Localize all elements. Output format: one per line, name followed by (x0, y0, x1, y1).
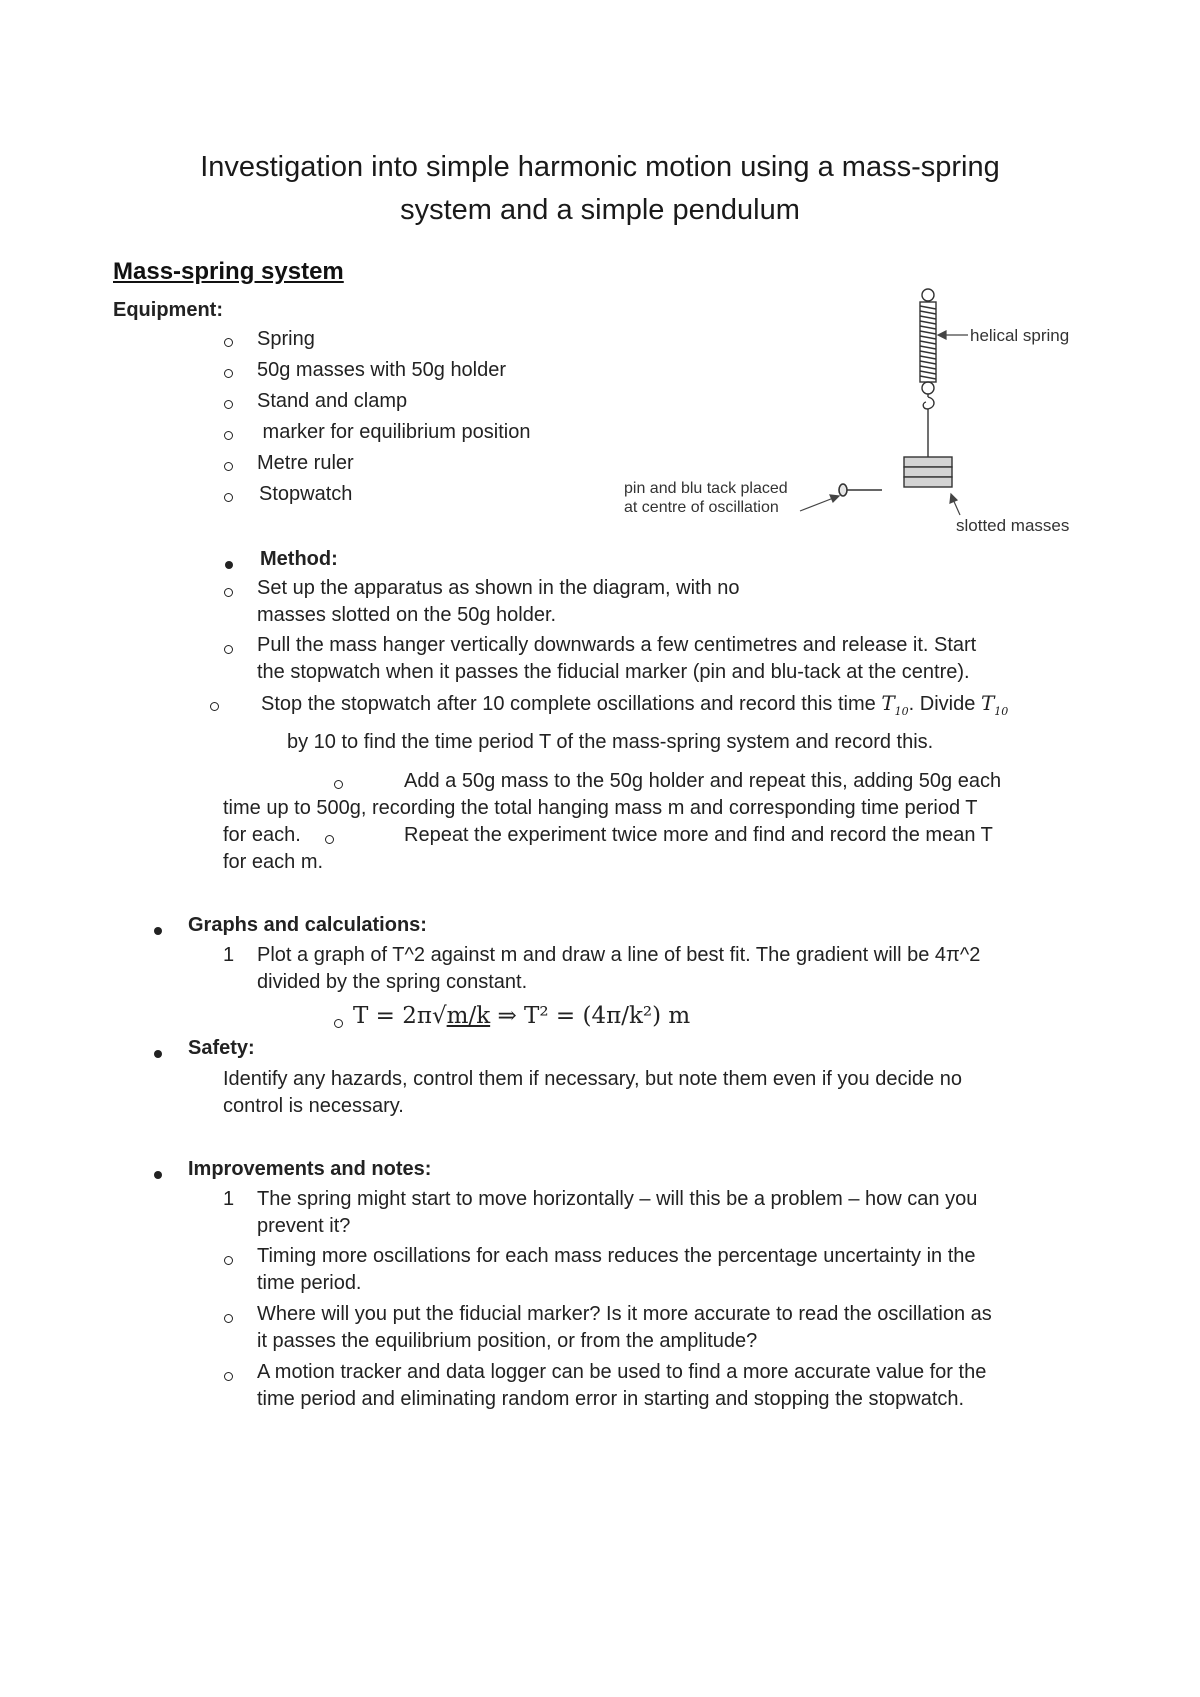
equipment-item-2: 50g masses with 50g holder (257, 359, 507, 381)
method-step-4-line-2: time up to 500g, recording the total hanging mass m and corresponding time period T (223, 797, 978, 819)
slotted-masses-label: slotted masses (956, 516, 1070, 535)
method-step-5-line-2: for each m. (223, 851, 324, 873)
graphs-line-2: divided by the spring constant. (257, 971, 528, 993)
method-step-4-line-1: Add a 50g mass to the 50g holder and repeat this, adding 50g each (404, 770, 1002, 792)
fiducial-pin-drawing (839, 484, 882, 496)
improvement-2 (257, 1243, 976, 1297)
equipment-bullet-5 (224, 458, 233, 476)
title-line-1: Investigation into simple harmonic motion using a mass-spring (200, 151, 1000, 183)
method-step-2-line-2: the stopwatch when it passes the fiducial marker (pin and blu-tack at the centre). (257, 661, 970, 683)
improvement-4 (257, 1359, 986, 1413)
improvement-3-bullet (224, 1310, 233, 1328)
equipment-bullet-1 (224, 334, 233, 352)
method-step-3-bullet (210, 698, 219, 716)
method-step-3-line-2: by 10 to find the time period T of the mass-spring system and record this. (287, 731, 934, 753)
improvements-label: Improvements and notes: (188, 1158, 432, 1180)
equation-part-3: ⇒ T² = (4π/k²) m (490, 1003, 691, 1029)
improvement-2-line-1: Timing more oscillations for each mass reduces the percentage uncertainty in the (257, 1245, 976, 1267)
improvement-1-line-1: The spring might start to move horizontally – will this be a problem – how can you (257, 1188, 978, 1210)
improvement-1 (257, 1186, 977, 1240)
equation-bullet (334, 1015, 343, 1033)
safety-line-1: Identify any hazards, control them if necessary, but note them even if you decide no (223, 1068, 962, 1090)
pin-label (624, 479, 788, 517)
improvement-3-line-1: Where will you put the fiducial marker? Is it more accurate to read the oscillation as (257, 1303, 992, 1325)
equipment-item-1: Spring (257, 328, 315, 350)
method-step-4-bullet (334, 776, 343, 794)
method-step-2-line-1: Pull the mass hanger vertically downwards a few centimetres and release it. Start (257, 634, 977, 656)
method-step-1 (257, 575, 740, 629)
safety-bullet (154, 1045, 162, 1063)
method-label: Method: (260, 548, 338, 570)
method-step-3-text: Stop the stopwatch after 10 complete oscillations and record this time (261, 693, 876, 715)
document-title (0, 146, 1200, 232)
graphs-bullet (154, 922, 162, 940)
improvement-3-line-2: it passes the equilibrium position, or from the amplitude? (257, 1330, 758, 1352)
safety-label: Safety: (188, 1037, 255, 1059)
title-line-2: system and a simple pendulum (400, 194, 800, 226)
period-equation (353, 1003, 690, 1029)
method-step-3-line-1 (261, 690, 1008, 725)
equipment-label: Equipment: (113, 299, 223, 321)
graphs-line-1: Plot a graph of T^2 against m and draw a line of best fit. The gradient will be 4π^2 (257, 944, 981, 966)
graphs-number: 1 (223, 944, 235, 966)
t10-symbol: $T_{10}$ (881, 691, 909, 718)
equipment-item-4: marker for equilibrium position (257, 421, 531, 443)
method-step-1-line-2: masses slotted on the 50g holder. (257, 604, 557, 626)
method-step-5-line-1: Repeat the experiment twice more and find and record the mean T (404, 824, 993, 846)
improvement-1-number: 1 (223, 1188, 235, 1210)
method-step-2 (257, 632, 976, 686)
method-step-3-divide: . Divide (908, 693, 976, 715)
improvement-1-line-2: prevent it? (257, 1215, 351, 1237)
method-step-1-line-1: Set up the apparatus as shown in the diagram, with no (257, 577, 740, 599)
safety-line-2: control is necessary. (223, 1095, 404, 1117)
pin-label-line-2: at centre of oscillation (624, 499, 779, 516)
equipment-item-3: Stand and clamp (257, 390, 408, 412)
slotted-masses-drawing (904, 457, 952, 487)
t10-symbol-2: $T_{10}$ (980, 691, 1009, 718)
improvement-4-bullet (224, 1368, 233, 1386)
improvement-4-line-2: time period and eliminating random error in starting and stopping the stopwatch. (257, 1388, 965, 1410)
improvements-bullet (154, 1166, 162, 1184)
improvement-4-line-1: A motion tracker and data logger can be used to find a more accurate value for the (257, 1361, 987, 1383)
helical-spring-label: helical spring (970, 326, 1070, 345)
pin-label-line-1: pin and blu tack placed (624, 480, 788, 497)
equipment-bullet-4 (224, 427, 233, 445)
safety-text (223, 1066, 962, 1120)
method-step-4-line-3a: for each. (223, 824, 301, 846)
method-bullet (225, 556, 233, 574)
graphs-text (257, 942, 980, 996)
equipment-bullet-6 (224, 489, 233, 507)
helical-spring-drawing (920, 289, 936, 457)
method-step-2-bullet (224, 641, 233, 659)
equipment-bullet-3 (224, 396, 233, 414)
equipment-bullet-2 (224, 365, 233, 383)
improvement-2-line-2: time period. (257, 1272, 362, 1294)
method-step-5-bullet (325, 831, 334, 849)
method-step-1-bullet (224, 584, 233, 602)
equipment-item-5: Metre ruler (257, 452, 354, 474)
equation-part-2: m/k (446, 1003, 491, 1029)
equation-part-1: T = 2π√ (353, 1003, 447, 1029)
equipment-item-6: Stopwatch (259, 483, 353, 505)
improvement-2-bullet (224, 1252, 233, 1270)
graphs-label: Graphs and calculations: (188, 914, 427, 936)
improvement-3 (257, 1301, 992, 1355)
section-heading: Mass-spring system (113, 258, 344, 285)
